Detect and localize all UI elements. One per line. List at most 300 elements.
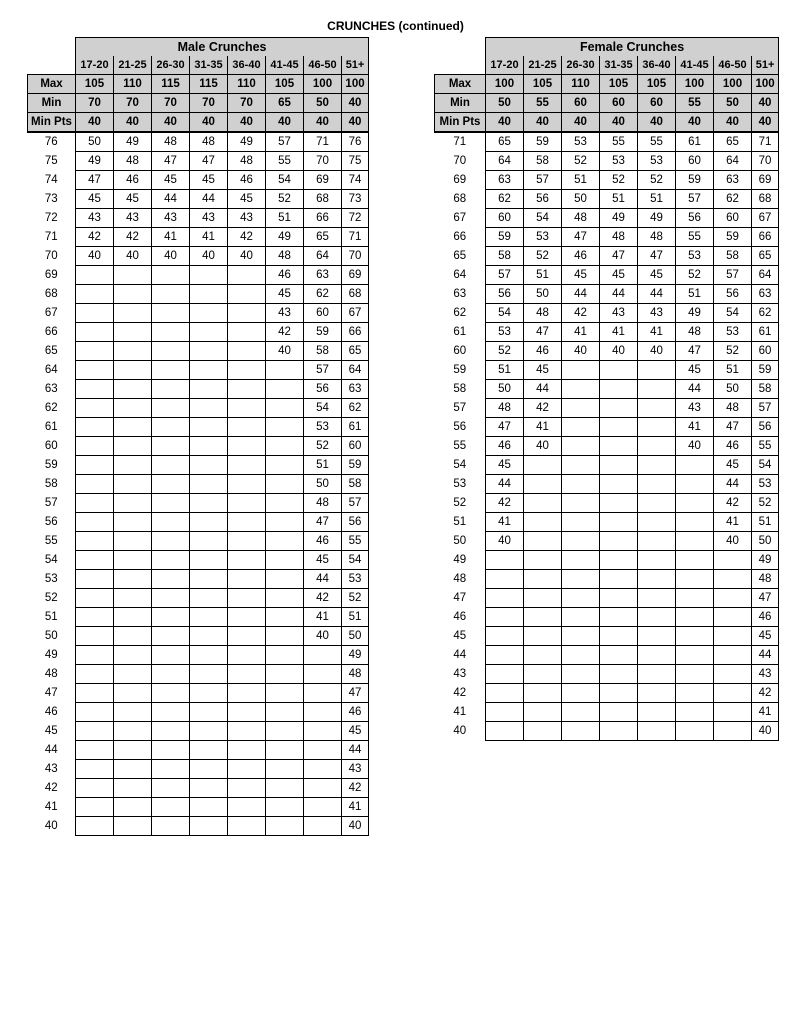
rep-count-cell: 44: [638, 285, 676, 304]
rep-count-cell: [228, 380, 266, 399]
score-row: [28, 304, 369, 323]
rep-count-cell: [152, 361, 190, 380]
rep-count-cell: 43: [266, 304, 304, 323]
rep-count-cell: [562, 608, 600, 627]
rep-count-cell: 40: [266, 342, 304, 361]
age-group-header: 51+: [752, 56, 779, 75]
points-label: 61: [28, 418, 76, 437]
rep-count-cell: [266, 494, 304, 513]
rep-count-cell: [638, 589, 676, 608]
points-label: 51: [28, 608, 76, 627]
rep-count-cell: [714, 646, 752, 665]
rep-count-cell: 65: [342, 342, 369, 361]
rep-count-cell: 45: [638, 266, 676, 285]
rep-count-cell: 51: [676, 285, 714, 304]
rep-count-cell: [76, 760, 114, 779]
rep-count-cell: [114, 703, 152, 722]
points-label: 48: [435, 570, 486, 589]
score-row: [28, 684, 369, 703]
points-label: 69: [28, 266, 76, 285]
rep-count-cell: 46: [752, 608, 779, 627]
rep-count-cell: [190, 646, 228, 665]
rep-count-cell: 43: [114, 209, 152, 228]
points-label: 65: [28, 342, 76, 361]
age-group-header: 36-40: [228, 56, 266, 75]
rep-count-cell: 63: [486, 171, 524, 190]
rep-count-cell: 44: [304, 570, 342, 589]
rep-count-cell: [600, 608, 638, 627]
score-row: [28, 646, 369, 665]
summary-value: 40: [152, 113, 190, 133]
score-row: [28, 741, 369, 760]
rep-count-cell: [676, 475, 714, 494]
rep-count-cell: [76, 570, 114, 589]
rep-count-cell: [562, 380, 600, 399]
rep-count-cell: 49: [342, 646, 369, 665]
rep-count-cell: 44: [676, 380, 714, 399]
rep-count-cell: 48: [486, 399, 524, 418]
rep-count-cell: [266, 570, 304, 589]
summary-value: 60: [600, 94, 638, 113]
rep-count-cell: 43: [228, 209, 266, 228]
points-label: 45: [435, 627, 486, 646]
rep-count-cell: [114, 722, 152, 741]
score-row: [435, 323, 779, 342]
rep-count-cell: [190, 817, 228, 836]
rep-count-cell: [228, 684, 266, 703]
rep-count-cell: [562, 665, 600, 684]
summary-value: 105: [600, 75, 638, 94]
rep-count-cell: 45: [752, 627, 779, 646]
rep-count-cell: [524, 570, 562, 589]
rep-count-cell: [76, 418, 114, 437]
rep-count-cell: [676, 646, 714, 665]
rep-count-cell: [152, 760, 190, 779]
rep-count-cell: 50: [76, 132, 114, 152]
rep-count-cell: [190, 475, 228, 494]
rep-count-cell: 56: [676, 209, 714, 228]
rep-count-cell: 76: [342, 132, 369, 152]
score-row: [28, 152, 369, 171]
rep-count-cell: [190, 570, 228, 589]
rep-count-cell: [638, 456, 676, 475]
rep-count-cell: [76, 475, 114, 494]
rep-count-cell: [152, 456, 190, 475]
summary-row: [28, 75, 369, 94]
rep-count-cell: [76, 551, 114, 570]
rep-count-cell: [114, 779, 152, 798]
rep-count-cell: 57: [342, 494, 369, 513]
rep-count-cell: [190, 798, 228, 817]
summary-row: [28, 94, 369, 113]
heading-row: [28, 38, 369, 57]
score-row: [435, 132, 779, 152]
summary-value: 40: [752, 94, 779, 113]
summary-value: 100: [676, 75, 714, 94]
score-row: [28, 209, 369, 228]
rep-count-cell: [638, 418, 676, 437]
rep-count-cell: [76, 703, 114, 722]
summary-value: 105: [638, 75, 676, 94]
score-row: [28, 399, 369, 418]
rep-count-cell: 60: [676, 152, 714, 171]
age-group-header: 21-25: [524, 56, 562, 75]
rep-count-cell: [76, 456, 114, 475]
rep-count-cell: 51: [342, 608, 369, 627]
points-label: 66: [28, 323, 76, 342]
age-group-row: [435, 56, 779, 75]
summary-value: 70: [114, 94, 152, 113]
points-label: 55: [435, 437, 486, 456]
rep-count-cell: 46: [562, 247, 600, 266]
rep-count-cell: 71: [304, 132, 342, 152]
rep-count-cell: [228, 342, 266, 361]
rep-count-cell: [524, 722, 562, 741]
rep-count-cell: [714, 551, 752, 570]
rep-count-cell: 45: [304, 551, 342, 570]
rep-count-cell: [266, 646, 304, 665]
rep-count-cell: 41: [752, 703, 779, 722]
rep-count-cell: [266, 418, 304, 437]
rep-count-cell: [266, 399, 304, 418]
rep-count-cell: [114, 570, 152, 589]
rep-count-cell: 66: [752, 228, 779, 247]
rep-count-cell: 66: [304, 209, 342, 228]
points-label: 62: [435, 304, 486, 323]
points-label: 43: [28, 760, 76, 779]
rep-count-cell: [600, 646, 638, 665]
summary-value: 40: [266, 113, 304, 133]
points-label: 41: [28, 798, 76, 817]
rep-count-cell: [266, 703, 304, 722]
summary-value: 70: [152, 94, 190, 113]
rep-count-cell: [76, 627, 114, 646]
score-row: [435, 399, 779, 418]
rep-count-cell: 51: [304, 456, 342, 475]
rep-count-cell: 57: [486, 266, 524, 285]
rep-count-cell: [190, 665, 228, 684]
rep-count-cell: [152, 399, 190, 418]
summary-label: Min: [28, 94, 76, 113]
summary-value: 70: [76, 94, 114, 113]
rep-count-cell: [638, 380, 676, 399]
summary-value: 50: [714, 94, 752, 113]
rep-count-cell: [562, 684, 600, 703]
corner-cell: [28, 38, 76, 57]
score-row: [435, 665, 779, 684]
summary-value: 100: [304, 75, 342, 94]
summary-value: 55: [676, 94, 714, 113]
points-label: 67: [435, 209, 486, 228]
summary-value: 40: [342, 94, 369, 113]
points-label: 62: [28, 399, 76, 418]
rep-count-cell: [486, 551, 524, 570]
rep-count-cell: [190, 380, 228, 399]
score-row: [28, 513, 369, 532]
score-row: [435, 228, 779, 247]
rep-count-cell: [562, 418, 600, 437]
rep-count-cell: [486, 684, 524, 703]
rep-count-cell: [600, 418, 638, 437]
rep-count-cell: [152, 570, 190, 589]
rep-count-cell: 68: [752, 190, 779, 209]
score-row: [28, 342, 369, 361]
rep-count-cell: [638, 646, 676, 665]
points-label: 61: [435, 323, 486, 342]
rep-count-cell: [114, 741, 152, 760]
rep-count-cell: [228, 456, 266, 475]
rep-count-cell: 54: [524, 209, 562, 228]
rep-count-cell: 44: [714, 475, 752, 494]
rep-count-cell: 74: [342, 171, 369, 190]
rep-count-cell: 70: [342, 247, 369, 266]
rep-count-cell: 46: [486, 437, 524, 456]
rep-count-cell: [152, 532, 190, 551]
rep-count-cell: 48: [152, 132, 190, 152]
rep-count-cell: 64: [714, 152, 752, 171]
summary-value: 40: [676, 113, 714, 133]
summary-value: 70: [190, 94, 228, 113]
rep-count-cell: 47: [562, 228, 600, 247]
rep-count-cell: 46: [266, 266, 304, 285]
rep-count-cell: [676, 551, 714, 570]
score-row: [28, 323, 369, 342]
rep-count-cell: [638, 608, 676, 627]
rep-count-cell: 59: [676, 171, 714, 190]
rep-count-cell: [114, 285, 152, 304]
points-label: 41: [435, 703, 486, 722]
score-row: [435, 532, 779, 551]
rep-count-cell: 47: [190, 152, 228, 171]
rep-count-cell: [228, 722, 266, 741]
rep-count-cell: 59: [524, 132, 562, 152]
table-heading: Male Crunches: [76, 38, 369, 57]
rep-count-cell: [114, 456, 152, 475]
score-row: [435, 475, 779, 494]
score-row: [435, 608, 779, 627]
rep-count-cell: [190, 741, 228, 760]
rep-count-cell: [714, 722, 752, 741]
score-row: [28, 627, 369, 646]
rep-count-cell: 47: [486, 418, 524, 437]
age-group-header: 46-50: [304, 56, 342, 75]
rep-count-cell: [486, 665, 524, 684]
points-label: 54: [435, 456, 486, 475]
rep-count-cell: [190, 361, 228, 380]
rep-count-cell: 51: [714, 361, 752, 380]
rep-count-cell: [114, 532, 152, 551]
rep-count-cell: 59: [342, 456, 369, 475]
rep-count-cell: [676, 494, 714, 513]
rep-count-cell: 62: [752, 304, 779, 323]
rep-count-cell: [676, 703, 714, 722]
score-row: [435, 190, 779, 209]
points-label: 53: [435, 475, 486, 494]
rep-count-cell: 54: [486, 304, 524, 323]
rep-count-cell: 50: [714, 380, 752, 399]
rep-count-cell: 64: [342, 361, 369, 380]
rep-count-cell: [266, 779, 304, 798]
rep-count-cell: [638, 475, 676, 494]
score-row: [28, 551, 369, 570]
points-label: 74: [28, 171, 76, 190]
summary-value: 105: [524, 75, 562, 94]
rep-count-cell: [76, 798, 114, 817]
rep-count-cell: 56: [752, 418, 779, 437]
points-label: 57: [435, 399, 486, 418]
corner-cell: [435, 56, 486, 75]
rep-count-cell: 49: [114, 132, 152, 152]
points-label: 49: [435, 551, 486, 570]
score-row: [435, 570, 779, 589]
summary-value: 40: [228, 113, 266, 133]
summary-row: [435, 113, 779, 133]
rep-count-cell: 51: [562, 171, 600, 190]
score-row: [435, 722, 779, 741]
points-label: 54: [28, 551, 76, 570]
rep-count-cell: 40: [524, 437, 562, 456]
rep-count-cell: [266, 817, 304, 836]
rep-count-cell: [228, 589, 266, 608]
score-row: [435, 361, 779, 380]
rep-count-cell: 53: [524, 228, 562, 247]
rep-count-cell: [676, 665, 714, 684]
score-row: [28, 266, 369, 285]
rep-count-cell: [114, 684, 152, 703]
rep-count-cell: 40: [114, 247, 152, 266]
rep-count-cell: 41: [676, 418, 714, 437]
rep-count-cell: [600, 722, 638, 741]
rep-count-cell: 40: [152, 247, 190, 266]
summary-value: 40: [562, 113, 600, 133]
summary-value: 105: [266, 75, 304, 94]
rep-count-cell: [562, 399, 600, 418]
points-label: 70: [28, 247, 76, 266]
rep-count-cell: 51: [638, 190, 676, 209]
summary-value: 65: [266, 94, 304, 113]
rep-count-cell: 54: [342, 551, 369, 570]
rep-count-cell: [524, 551, 562, 570]
rep-count-cell: [152, 741, 190, 760]
points-label: 44: [435, 646, 486, 665]
rep-count-cell: [266, 380, 304, 399]
rep-count-cell: [114, 798, 152, 817]
summary-value: 100: [486, 75, 524, 94]
rep-count-cell: 44: [752, 646, 779, 665]
rep-count-cell: 54: [752, 456, 779, 475]
score-row: [435, 456, 779, 475]
rep-count-cell: 48: [676, 323, 714, 342]
rep-count-cell: 42: [304, 589, 342, 608]
summary-row: [435, 94, 779, 113]
age-group-header: 41-45: [676, 56, 714, 75]
rep-count-cell: 56: [486, 285, 524, 304]
rep-count-cell: 54: [266, 171, 304, 190]
rep-count-cell: 52: [562, 152, 600, 171]
rep-count-cell: 56: [524, 190, 562, 209]
rep-count-cell: 40: [76, 247, 114, 266]
rep-count-cell: 53: [562, 132, 600, 152]
rep-count-cell: [114, 304, 152, 323]
rep-count-cell: [190, 608, 228, 627]
rep-count-cell: 45: [524, 361, 562, 380]
rep-count-cell: [638, 437, 676, 456]
rep-count-cell: [152, 817, 190, 836]
rep-count-cell: [76, 437, 114, 456]
rep-count-cell: 58: [752, 380, 779, 399]
rep-count-cell: [114, 551, 152, 570]
rep-count-cell: 57: [304, 361, 342, 380]
rep-count-cell: [304, 798, 342, 817]
rep-count-cell: 75: [342, 152, 369, 171]
summary-label: Min Pts: [435, 113, 486, 133]
rep-count-cell: [562, 646, 600, 665]
rep-count-cell: 49: [676, 304, 714, 323]
score-row: [435, 551, 779, 570]
summary-value: 100: [752, 75, 779, 94]
rep-count-cell: 45: [266, 285, 304, 304]
rep-count-cell: 41: [342, 798, 369, 817]
rep-count-cell: [152, 703, 190, 722]
rep-count-cell: [676, 722, 714, 741]
rep-count-cell: 48: [752, 570, 779, 589]
rep-count-cell: 46: [714, 437, 752, 456]
rep-count-cell: 44: [342, 741, 369, 760]
rep-count-cell: [76, 494, 114, 513]
rep-count-cell: [266, 665, 304, 684]
score-row: [435, 418, 779, 437]
rep-count-cell: [266, 741, 304, 760]
rep-count-cell: 41: [562, 323, 600, 342]
rep-count-cell: 44: [190, 190, 228, 209]
rep-count-cell: [562, 513, 600, 532]
summary-value: 40: [342, 113, 369, 133]
age-group-header: 31-35: [600, 56, 638, 75]
score-row: [28, 171, 369, 190]
score-row: [435, 285, 779, 304]
rep-count-cell: [524, 665, 562, 684]
points-label: 46: [435, 608, 486, 627]
rep-count-cell: 68: [304, 190, 342, 209]
rep-count-cell: [228, 399, 266, 418]
rep-count-cell: [76, 380, 114, 399]
rep-count-cell: [714, 665, 752, 684]
summary-value: 40: [486, 113, 524, 133]
rep-count-cell: 52: [266, 190, 304, 209]
rep-count-cell: [714, 684, 752, 703]
points-label: 40: [28, 817, 76, 836]
summary-value: 50: [486, 94, 524, 113]
rep-count-cell: 65: [714, 132, 752, 152]
rep-count-cell: 62: [342, 399, 369, 418]
rep-count-cell: [562, 475, 600, 494]
points-label: 63: [28, 380, 76, 399]
summary-value: 110: [228, 75, 266, 94]
score-row: [435, 684, 779, 703]
rep-count-cell: 42: [562, 304, 600, 323]
score-row: [28, 418, 369, 437]
rep-count-cell: [228, 627, 266, 646]
summary-label: Max: [28, 75, 76, 94]
score-row: [435, 266, 779, 285]
rep-count-cell: 43: [76, 209, 114, 228]
rep-count-cell: [638, 399, 676, 418]
rep-count-cell: 58: [524, 152, 562, 171]
rep-count-cell: [600, 475, 638, 494]
rep-count-cell: [562, 570, 600, 589]
rep-count-cell: 58: [714, 247, 752, 266]
score-row: [28, 361, 369, 380]
